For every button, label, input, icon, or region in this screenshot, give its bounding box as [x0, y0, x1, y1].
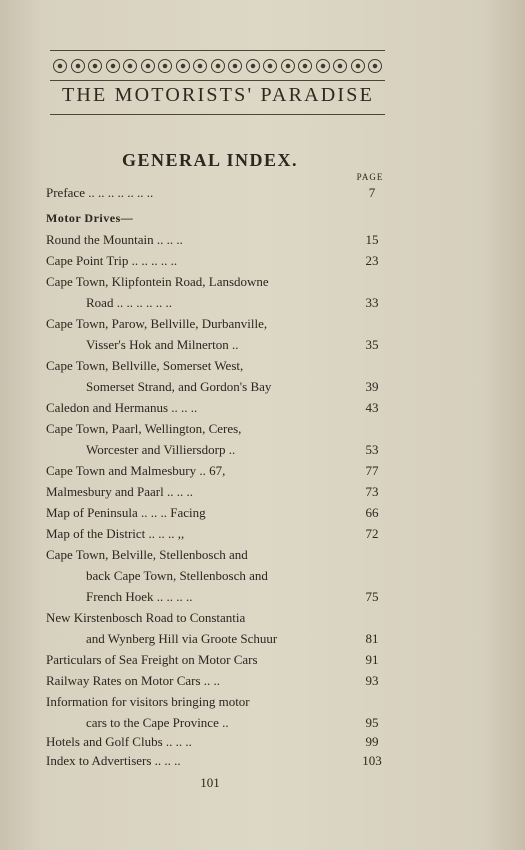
index-entry-page — [356, 566, 388, 586]
index-entry-text: New Kirstenbosch Road to Constantia — [46, 610, 246, 625]
index-entry-page — [356, 419, 388, 439]
index-entry-page — [356, 692, 388, 712]
index-entry-page: 33 — [365, 295, 379, 310]
index-entry-text: Cape Point Trip .. .. .. .. .. — [46, 253, 178, 268]
index-entry-text: Malmesbury and Paarl .. .. .. — [46, 484, 193, 499]
section-label: Motor Drives— — [46, 211, 134, 225]
index-entry-text: Visser's Hok and Milnerton .. — [86, 337, 239, 352]
index-entry-text: Round the Mountain .. .. .. — [46, 232, 183, 247]
index-entry-text: Railway Rates on Motor Cars .. .. — [46, 673, 221, 688]
page-number: 101 — [200, 775, 220, 790]
index-entry-page — [356, 545, 388, 565]
index-entry-page: 95 — [365, 715, 379, 730]
index-entry-text: Caledon and Hermanus .. .. .. — [46, 400, 198, 415]
index-entry-page — [356, 356, 388, 376]
index-entry-page: 35 — [365, 337, 379, 352]
index-entry-text: Worcester and Villiersdorp .. — [86, 442, 236, 457]
index-entry-page: 15 — [365, 232, 379, 247]
index-entry-page — [356, 314, 388, 334]
index-entry-text: Cape Town, Bellville, Somerset West, — [46, 358, 244, 373]
index-entry-page: 43 — [365, 400, 379, 415]
index-entry-page: 72 — [365, 526, 379, 541]
index-entry-text: Index to Advertisers .. .. .. — [46, 753, 181, 768]
index-entry-text: Information for visitors bringing motor — [46, 694, 250, 709]
index-entry-page: 91 — [365, 652, 379, 667]
index-entry-text: Cape Town, Belville, Stellenbosch and — [46, 547, 248, 562]
index-entry-page — [356, 608, 388, 628]
index-entry-page: 53 — [365, 442, 379, 457]
page-column-heading: PAGE — [356, 172, 384, 182]
index-entry-text: Map of the District .. .. .. ,, — [46, 526, 185, 541]
index-entry-text: Cape Town, Klipfontein Road, Lansdowne — [46, 274, 269, 289]
index-entry-page — [356, 272, 388, 292]
index-entry-page: 103 — [362, 753, 382, 768]
index-entry-page: 39 — [365, 379, 379, 394]
index-entry-text: Cape Town and Malmesbury .. 67, — [46, 463, 226, 478]
index-entry-page: 99 — [365, 734, 379, 749]
index-entry-page: 73 — [365, 484, 379, 499]
index-entry-text: Map of Peninsula .. .. .. Facing — [46, 505, 206, 520]
index-entry-text: Preface .. .. .. .. .. .. .. — [46, 185, 154, 200]
index-entry-text: and Wynberg Hill via Groote Schuur — [86, 631, 278, 646]
index-entry-page: 77 — [365, 463, 379, 478]
running-title: THE MOTORISTS' PARADISE — [61, 84, 375, 106]
index-entry-text: French Hoek .. .. .. .. — [86, 589, 193, 604]
index-entry-page: 7 — [368, 185, 376, 200]
index-entry-text: cars to the Cape Province .. — [86, 715, 229, 730]
index-entry-text: Cape Town, Parow, Bellville, Durbanville, — [46, 316, 268, 331]
index-entry-text: Road .. .. .. .. .. .. — [86, 295, 172, 310]
index-entry-page: 23 — [365, 253, 379, 268]
index-title: GENERAL INDEX. — [121, 150, 299, 170]
index-entry-page: 66 — [365, 505, 379, 520]
index-entry-text: back Cape Town, Stellenbosch and — [86, 568, 268, 583]
index-entry-page: 81 — [365, 631, 379, 646]
index-entry-text: Particulars of Sea Freight on Motor Cars — [46, 652, 258, 667]
index-entry-text: Cape Town, Paarl, Wellington, Ceres, — [46, 421, 242, 436]
index-entry-text: Hotels and Golf Clubs .. .. .. — [46, 734, 192, 749]
index-entry-text: Somerset Strand, and Gordon's Bay — [86, 379, 272, 394]
index-entry-page: 75 — [365, 589, 379, 604]
index-entry-page: 93 — [365, 673, 379, 688]
